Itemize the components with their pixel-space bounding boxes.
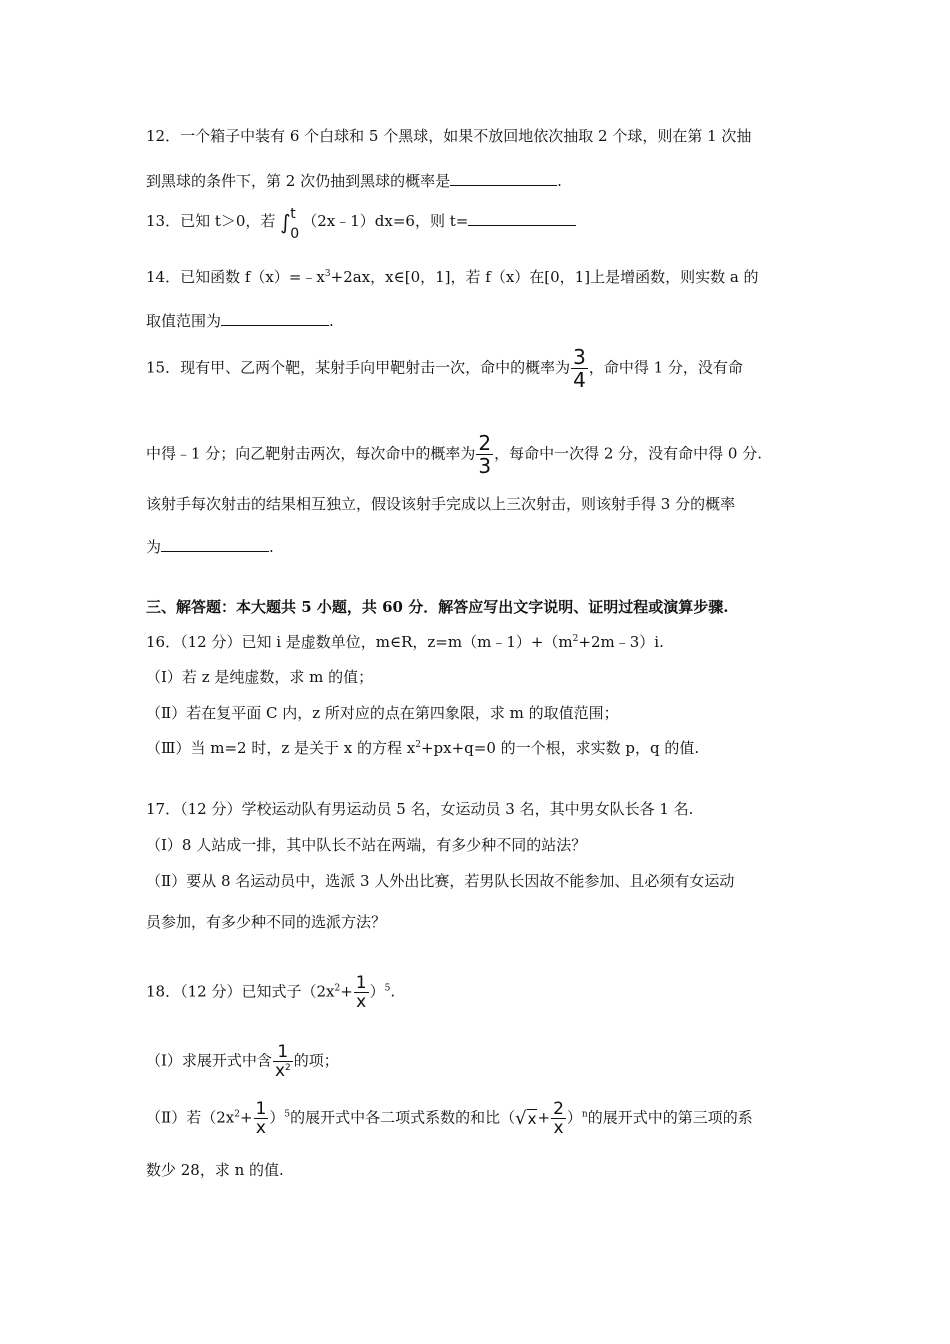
- q12-line2: 到黑球的条件下，第 2 次仍抽到黑球的概率是 .: [146, 169, 562, 192]
- q12-line1: 12．一个箱子中装有 6 个白球和 5 个黑球，如果不放回地依次抽取 2 个球，则在第 1 次抽: [146, 127, 752, 145]
- q18-part2-line1: （Ⅱ）若（$2x^2+$ $\frac{1}{x}$ ）$^5$的展开式中各二项式系数的和比（√x+ $\frac{2}{x}$ ）$^n$的展开式中的第三项的系: [146, 1099, 753, 1138]
- q17-part2-line1: （Ⅱ）要从 8 名运动员中，选派 3 人外出比赛，若男队长因故不能参加、且必须有女运动: [146, 872, 735, 890]
- q17-stem: 17．（12 分）学校运动队有男运动员 5 名，女运动员 3 名，其中男女队长各 1 名.: [146, 800, 694, 818]
- fraction-2-3: $\frac{2}{3}$: [478, 431, 492, 478]
- integral-symbol: ∫ t 0: [280, 206, 300, 242]
- answer-blank: [161, 535, 269, 552]
- q16-part3: （Ⅲ）当 m=2 时，z 是关于 x 的方程 $x^2+px+q=0$ 的一个根，求实数 p，q 的值.: [146, 739, 700, 757]
- q15-line1: 15．现有甲、乙两个靶，某射手向甲靶射击一次，命中的概率为 $\frac{3}{4}$ ，命中得 1 分，没有命: [146, 345, 743, 392]
- fraction-1-x2: $\frac{1}{x^2}$: [274, 1042, 291, 1081]
- q18-part2-line2: 数少 28，求 n 的值.: [146, 1161, 284, 1179]
- q18-stem: 18．（12 分）已知式子（$2x^2+$ $\frac{1}{x}$ ）$^5$.: [146, 973, 396, 1012]
- answer-blank: [468, 209, 576, 226]
- answer-blank: [221, 309, 329, 326]
- q14-line2: 取值范围为 .: [146, 309, 334, 332]
- q17-part2-line2: 员参加，有多少种不同的选派方法？: [146, 913, 387, 931]
- q16-stem: 16．（12 分）已知 i 是虚数单位，m∈R，$z=m(m﹣1)+(m^2+2m﹣3)i$.: [146, 633, 664, 651]
- fraction-1-x: $\frac{1}{x}$: [255, 1099, 267, 1138]
- q15-line4: 为 .: [146, 535, 274, 558]
- q14-line1: 14．已知函数 $f(x)=﹣x^3+2ax$，x∈[0，1]，若 f（x）在[0，1]上是增函数，则实数 a 的: [146, 268, 759, 286]
- q16-part2: （Ⅱ）若在复平面 C 内，z 所对应的点在第四象限，求 m 的取值范围；: [146, 704, 619, 722]
- sqrt-x: √x: [515, 1107, 537, 1129]
- q15-line3: 该射手每次射击的结果相互独立，假设该射手完成以上三次射击，则该射手得 3 分的概率: [146, 495, 736, 513]
- q17-part1: （Ⅰ）8 人站成一排，其中队长不站在两端，有多少种不同的站法？: [146, 836, 587, 854]
- fraction-3-4: $\frac{3}{4}$: [573, 345, 586, 392]
- q13-line: 13．已知 t＞0，若 ∫ t 0 （2x﹣1）dx=6，则 t=: [146, 207, 576, 237]
- answer-blank: [450, 169, 557, 186]
- q15-line2: 中得﹣1 分；向乙靶射击两次，每次命中的概率为 $\frac{2}{3}$ ，每命中一次得 2 分，没有命中得 0 分.: [146, 431, 762, 478]
- q18-part1: （Ⅰ）求展开式中含 $\frac{1}{x^2}$ 的项；: [146, 1042, 339, 1081]
- fraction-2-x: $\frac{2}{x}$: [553, 1099, 564, 1138]
- fraction-1-x: $\frac{1}{x}$: [355, 973, 367, 1012]
- q16-part1: （Ⅰ）若 z 是纯虚数，求 m 的值；: [146, 668, 374, 686]
- section-heading: 三、解答题：本大题共 5 小题，共 60 分．解答应写出文字说明、证明过程或演算步骤.: [146, 598, 729, 616]
